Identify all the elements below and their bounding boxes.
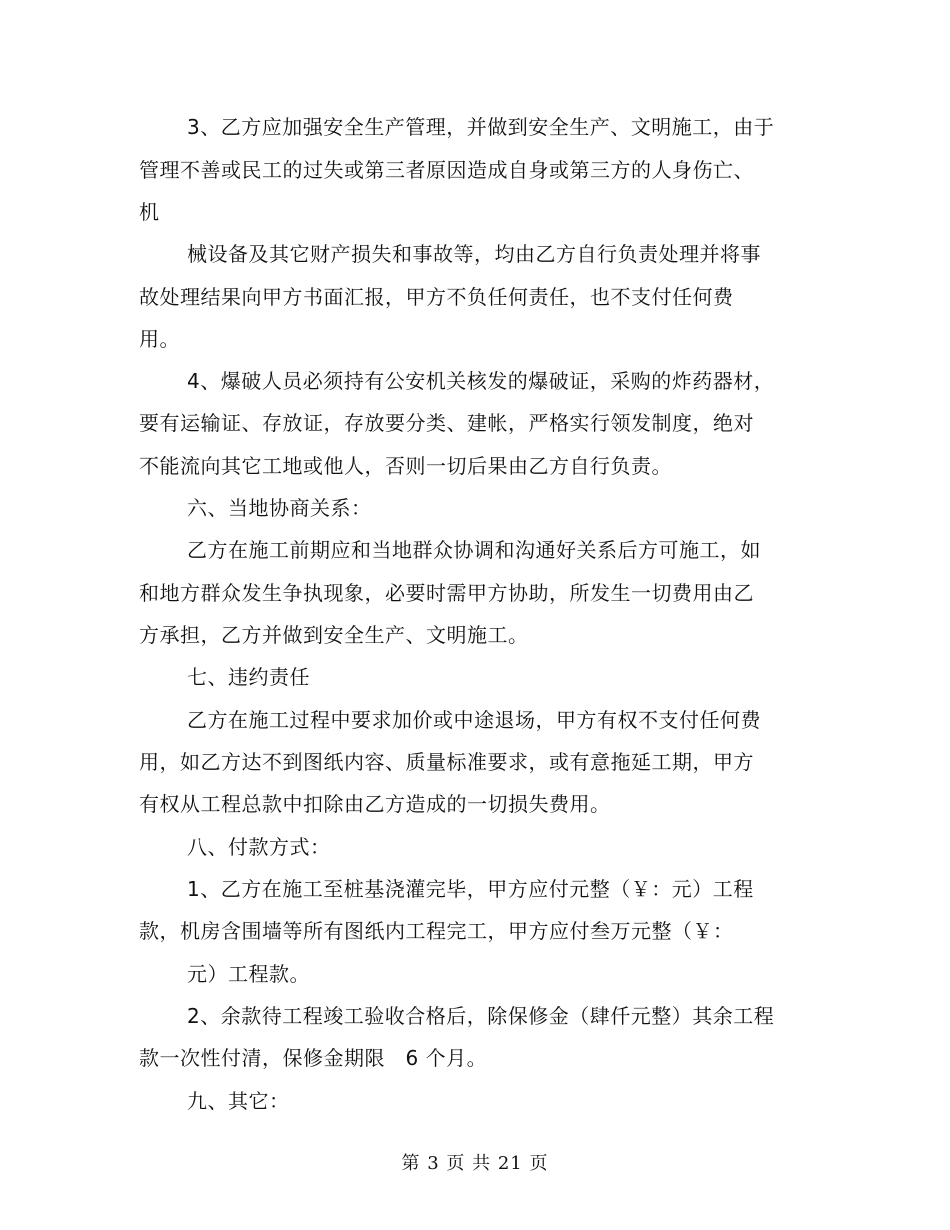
text-line: 1、乙方在施工至桩基浇灌完毕，甲方应付元整（￥：元）工程 <box>187 877 754 901</box>
section-heading: 八、付款方式： <box>187 835 331 859</box>
text-line: 械设备及其它财产损失和事故等，均由乙方自行负责处理并将事 <box>187 242 761 266</box>
text-line: 2、余款待工程竣工验收合格后，除保修金（肆仟元整）其余工程 <box>187 1004 775 1028</box>
text-line: 3、乙方应加强安全生产管理，并做到安全生产、文明施工，由于 <box>187 115 775 139</box>
page-footer: 第 3 页 共 21 页 <box>401 1153 549 1174</box>
section-heading: 七、违约责任 <box>187 665 310 689</box>
text-line: 有权从工程总款中扣除由乙方造成的一切损失费用。 <box>139 792 611 816</box>
text-line: 要有运输证、存放证，存放要分类、建帐，严格实行领发制度，绝对 <box>139 411 754 435</box>
text-line: 乙方在施工前期应和当地群众协调和沟通好关系后方可施工，如 <box>187 538 761 562</box>
text-line: 机 <box>139 200 160 224</box>
text-line: 用，如乙方达不到图纸内容、质量标准要求，或有意拖延工期，甲方 <box>139 750 754 774</box>
text-line: 和地方群众发生争执现象，必要时需甲方协助，所发生一切费用由乙 <box>139 581 754 605</box>
text-line: 款，机房含围墙等所有图纸内工程完工，甲方应付叁万元整（￥： <box>139 919 734 943</box>
text-line: 元）工程款。 <box>187 962 310 986</box>
text-line: 4、爆破人员必须持有公安机关核发的爆破证，采购的炸药器材， <box>187 369 775 393</box>
text-line: 用。 <box>139 327 180 351</box>
section-heading: 六、当地协商关系： <box>187 496 372 520</box>
text-line: 故处理结果向甲方书面汇报，甲方不负任何责任，也不支付任何费 <box>139 285 734 309</box>
section-heading: 九、其它： <box>187 1089 290 1113</box>
text-line: 管理不善或民工的过失或第三者原因造成自身或第三方的人身伤亡、 <box>139 158 754 182</box>
text-line: 款一次性付清，保修金期限 6 个月。 <box>139 1046 488 1070</box>
text-line: 不能流向其它工地或他人，否则一切后果由乙方自行负责。 <box>139 454 672 478</box>
text-line: 乙方在施工过程中要求加价或中途退场，甲方有权不支付任何费 <box>187 708 761 732</box>
text-line: 方承担，乙方并做到安全生产、文明施工。 <box>139 623 529 647</box>
